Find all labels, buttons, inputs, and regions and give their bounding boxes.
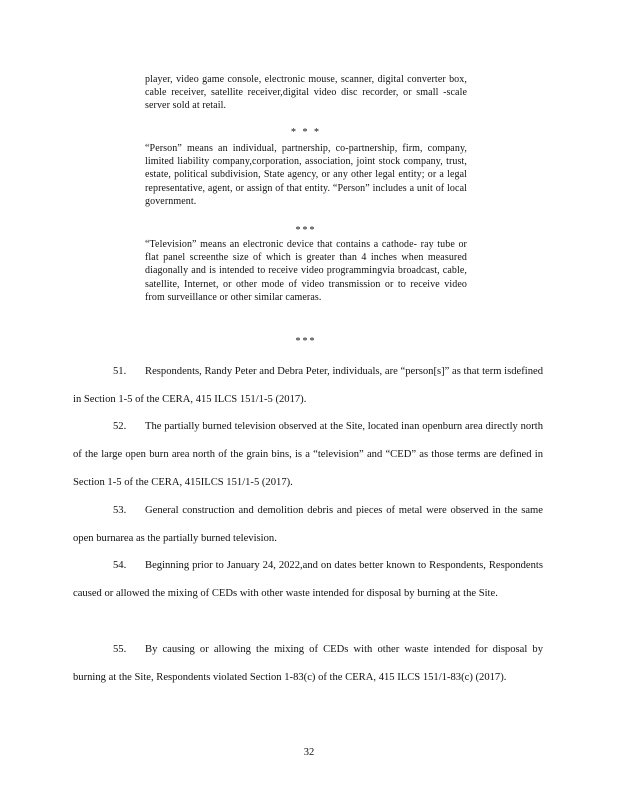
definition-quote-person: “Person” means an individual, partnership, co-partnership, firm, company, limited liability company,corporation, association, joint stock company, trust, estate, political subdivision, State agency, or any other legal entity; or a legal representative, agent, or assign of that entity. “Person” includes a unit of local government. bbox=[145, 143, 467, 207]
definition-quote-television: “Television” means an electronic device that contains a cathode- ray tube or flat panel screenthe size of which is greater than 4 inches when measured diagonally and is intended to receive video programmingvia broadcast, cable, satellite, Internet, or other mode of video transmission or to receive video from surveillance or other similar cameras. bbox=[145, 239, 467, 303]
paragraph-number: 53. bbox=[113, 505, 127, 516]
numbered-paragraph bbox=[73, 497, 543, 553]
paragraph-number: 55. bbox=[113, 644, 127, 655]
page-number: 32 bbox=[303, 747, 315, 758]
ellipsis-stars: *** bbox=[295, 225, 317, 236]
paragraph-text: By causing or allowing the mixing of CEDs with other waste intended for disposal by burning at the Site, Respondents violated Section 1-83(c) of the CERA, 415 ILCS 151/1-83(c) (2017). bbox=[73, 644, 543, 683]
numbered-paragraph bbox=[73, 636, 543, 692]
definition-quote-continued: player, video game console, electronic mouse, scanner, digital converter box, cable receiver, satellite receiver,digital video disc recorder, or small -scale server sold at retail. bbox=[145, 74, 467, 112]
paragraph-number: 52. bbox=[113, 421, 127, 432]
paragraph-text: General construction and demolition debris and pieces of metal were observed in the same open burnarea as the partially burned television. bbox=[73, 505, 543, 544]
numbered-paragraph bbox=[73, 552, 543, 608]
numbered-paragraph bbox=[73, 413, 543, 497]
ellipsis-stars: * * * bbox=[291, 127, 321, 138]
paragraph-text: Respondents, Randy Peter and Debra Peter, individuals, are “person[s]” as that term isdefined in Section 1-5 of the CERA, 415 ILCS 151/1-5 (2017). bbox=[73, 366, 543, 405]
paragraph-number: 54. bbox=[113, 560, 127, 571]
paragraph-number: 51. bbox=[113, 366, 127, 377]
paragraph-text: Beginning prior to January 24, 2022,and on dates better known to Respondents, Respondents caused or allowed the mixing of CEDs with other waste intended for disposal by burning at the Site. bbox=[73, 560, 543, 599]
ellipsis-stars: *** bbox=[295, 336, 317, 347]
numbered-paragraph bbox=[73, 358, 543, 414]
paragraph-text: The partially burned television observed at the Site, located inan openburn area directly north of the large open burn area north of the grain bins, is a “television” and “CED” as those terms are defined in Section 1-5 of the CERA, 415ILCS 151/1-5 (2017). bbox=[73, 421, 543, 488]
